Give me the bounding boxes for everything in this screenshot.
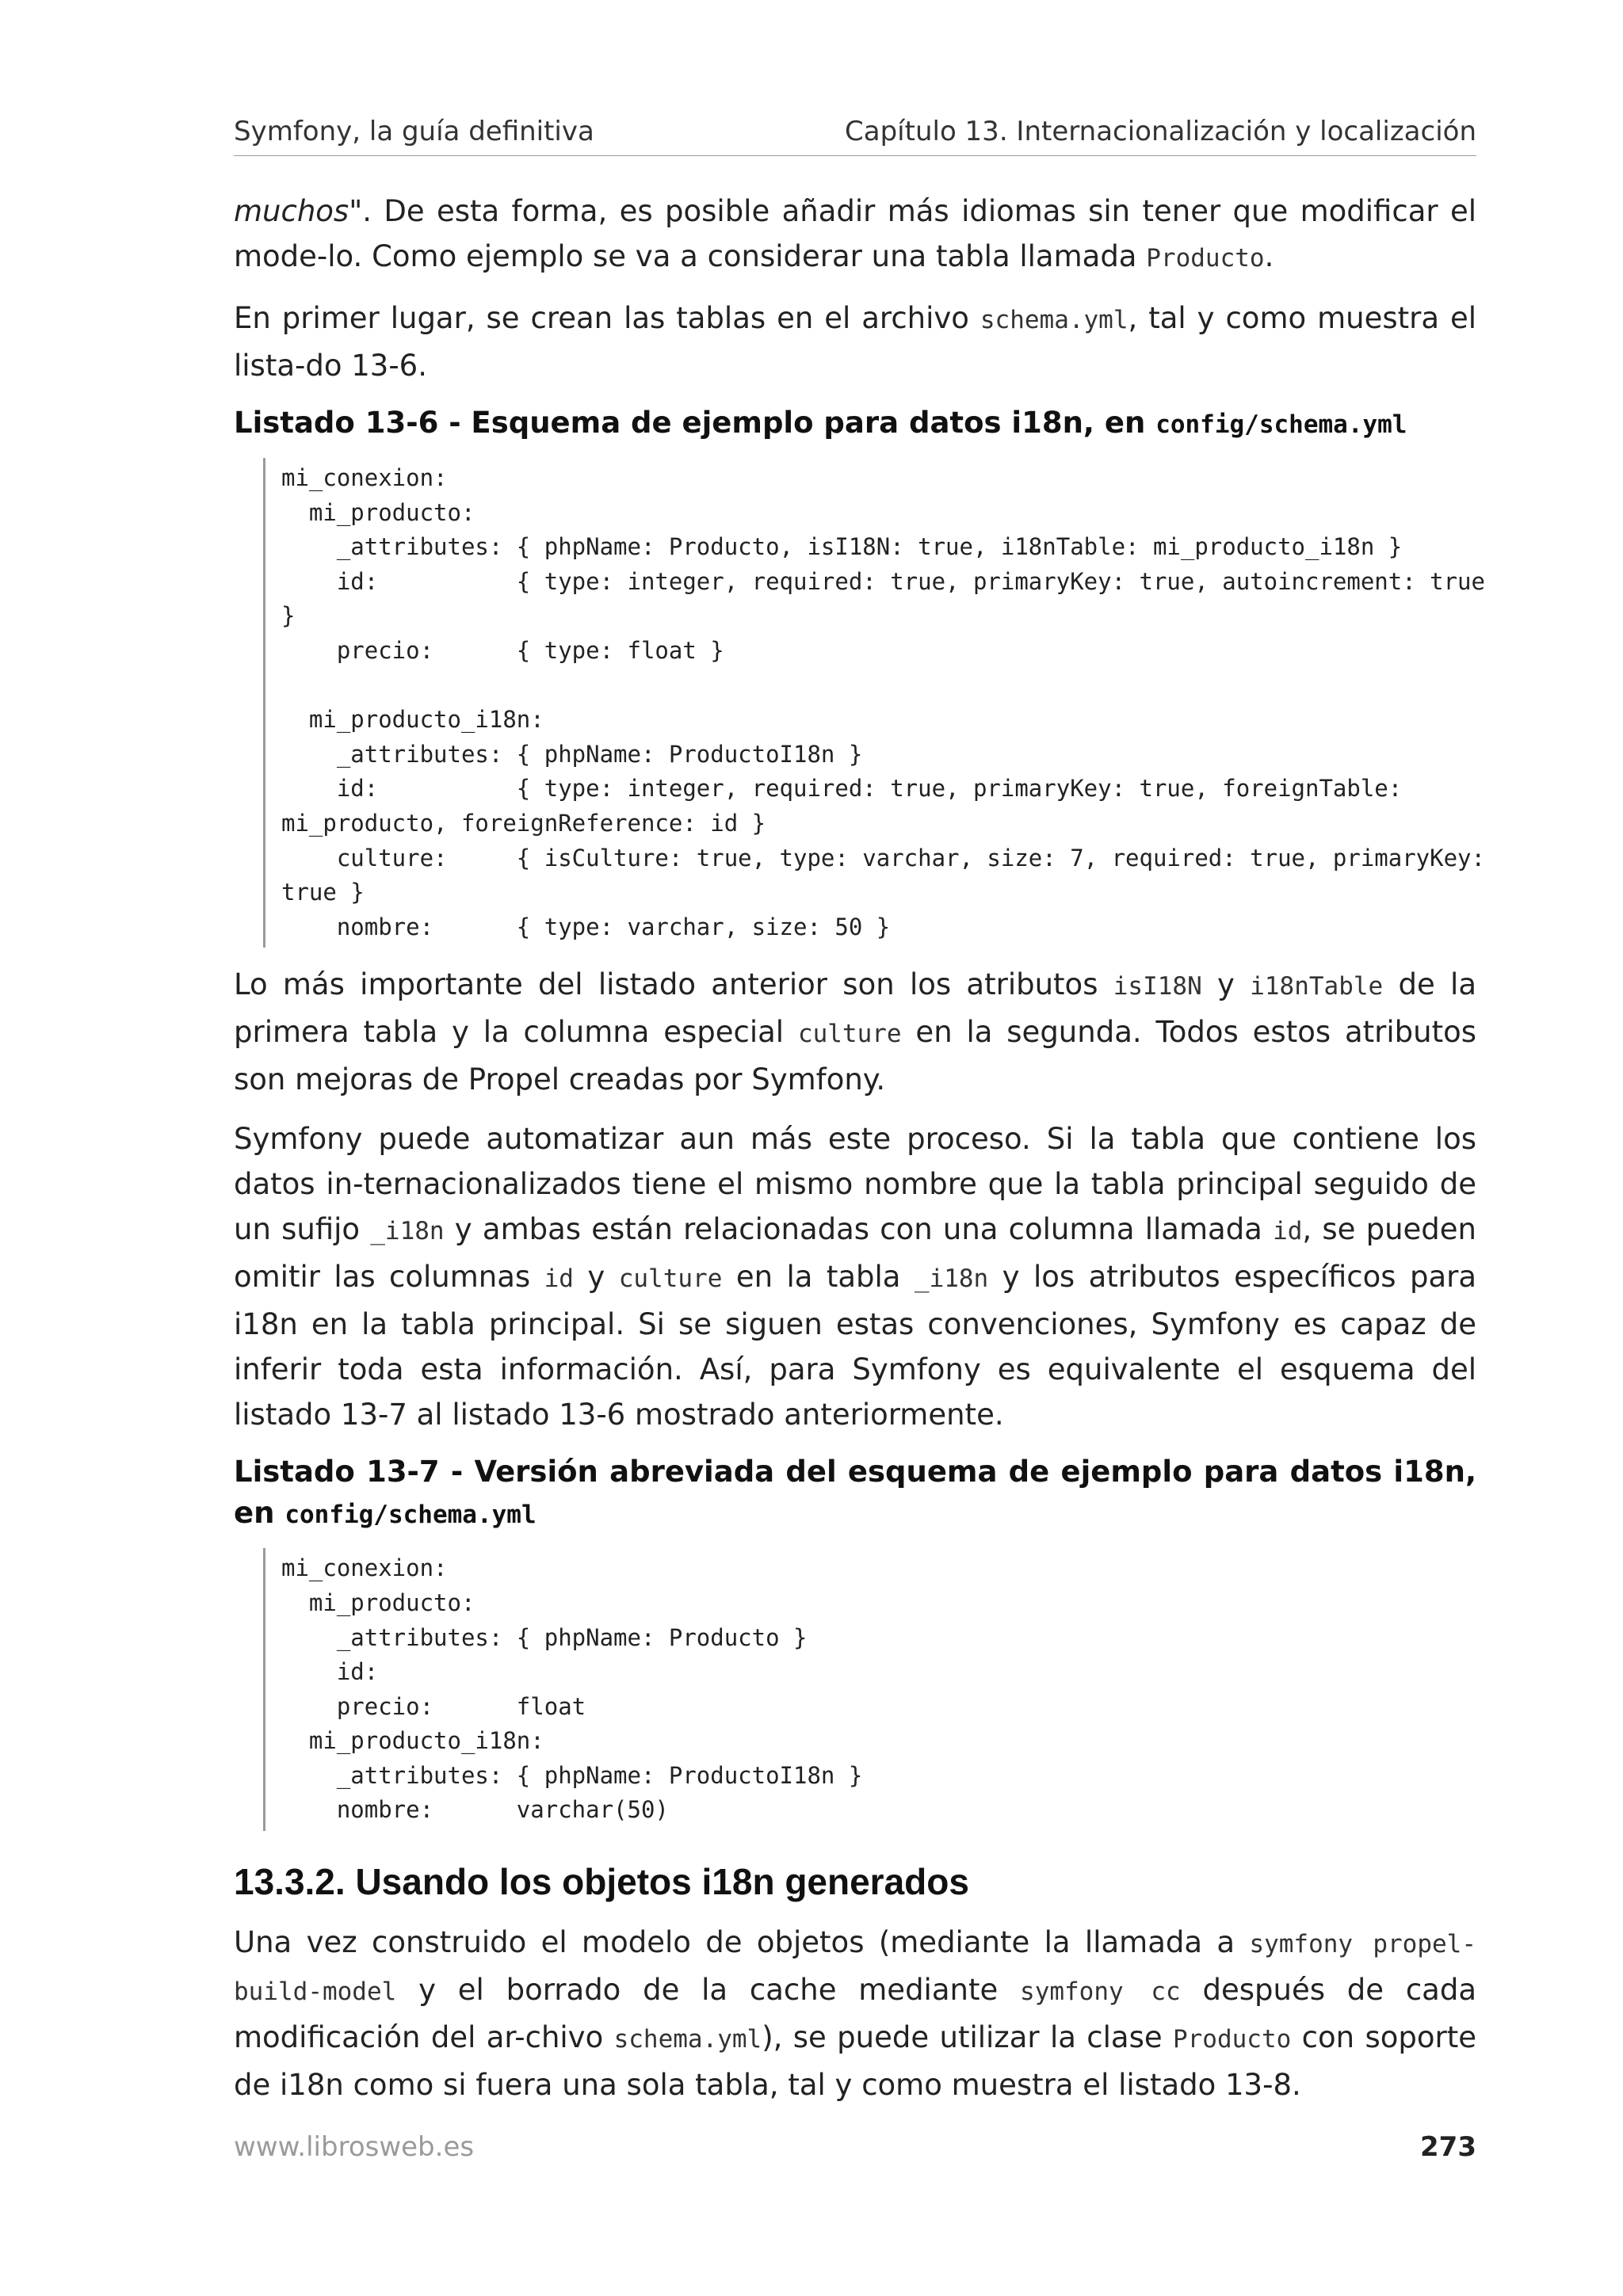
inline-code: i18nTable [1250, 972, 1384, 1001]
inline-code: Producto [1146, 244, 1265, 273]
text-run: y [573, 1260, 619, 1295]
inline-code: isI18N [1113, 972, 1202, 1001]
inline-code: id [1273, 1217, 1303, 1246]
paragraph-2 [234, 296, 1476, 388]
inline-code: symfony cc [1020, 1978, 1181, 2007]
paragraph-3 [234, 962, 1476, 1102]
emphasis-text: muchos" [234, 194, 363, 228]
text-run: de la primera tabla y la columna especial [234, 967, 1477, 1050]
text-run: Una vez construido el modelo de objetos (mediante la llamada a [234, 1925, 1250, 1960]
footer-website: www.librosweb.es [234, 2131, 475, 2163]
text-run: y los atributos específicos para i18n en la tabla principal. Si se siguen estas convenciones, Symfony es capaz de inferir toda esta información. Así, para Symfony es equivalente el esquema del listado 13-7 al listado 13-6 mostrado anteriormente. [234, 1260, 1477, 1432]
code-block-13-7: mi_conexion: mi_producto: _attributes: { phpName: Producto } id: precio: float mi_producto_i18n: _attributes: { phpName: ProductoI18n } nombre: varchar(50) [263, 1548, 1476, 1831]
text-run: y ambas están relacionadas con una columna llamada [444, 1212, 1274, 1247]
text-run: y el borrado de la cache mediante [396, 1973, 1021, 2008]
inline-code: _i18n [370, 1217, 445, 1246]
text-run: . [1264, 239, 1274, 273]
listing-title-text: Listado 13-7 - Versión abreviada del esquema de ejemplo para datos i18n, en [234, 1455, 1476, 1531]
listing-title-text: Listado 13-6 - Esquema de ejemplo para datos i18n, en [234, 406, 1156, 440]
text-run: En primer lugar, se crean las tablas en el archivo [234, 301, 980, 335]
listing-title-code: config/schema.yml [285, 1501, 537, 1530]
running-header [234, 116, 1476, 156]
text-run: ), se puede utilizar la clase [762, 2020, 1173, 2055]
text-run: , se pueden omitir las columnas [234, 1212, 1476, 1295]
page-footer [234, 2131, 1476, 2163]
inline-code: culture [618, 1264, 723, 1294]
text-run: , tal y como muestra el lista-do 13-6. [234, 301, 1476, 383]
paragraph-5 [234, 1920, 1476, 2107]
inline-code: Producto [1172, 2025, 1292, 2054]
listing-13-6-title [234, 402, 1476, 445]
inline-code: id [544, 1264, 574, 1294]
inline-code: culture [797, 1020, 902, 1049]
page-content [234, 189, 1485, 2122]
inline-code: schema.yml [980, 306, 1128, 334]
text-run: Symfony puede automatizar aun más este proceso. Si la tabla que contiene los datos in-ternacionalizados tiene el mismo nombre que la tabla principal seguido de un sufijo [234, 1122, 1476, 1247]
text-run: . De esta forma, es posible añadir más idiomas sin tener que modificar el mode-lo. Como ejemplo se va a considerar una tabla llamada [234, 194, 1476, 273]
inline-code: _i18n [914, 1264, 989, 1294]
text-run: en la segunda. Todos estos atributos son mejoras de Propel creadas por Symfony. [234, 1015, 1476, 1097]
text-run: con soporte de i18n como si fuera una sola tabla, tal y como muestra el listado 13-8. [234, 2020, 1476, 2103]
listing-13-7-title [234, 1451, 1476, 1535]
section-heading: 13.3.2. Usando los objetos i18n generados [234, 1861, 969, 1903]
text-run: Lo más importante del listado anterior son los atributos [234, 967, 1113, 1002]
listing-title-code: config/schema.yml [1155, 410, 1407, 439]
inline-code: symfony propel-build-model [234, 1930, 1476, 2007]
inline-code: schema.yml [613, 2025, 762, 2054]
text-run: y [1201, 967, 1251, 1002]
paragraph-4 [234, 1116, 1476, 1437]
text-run: en la tabla [722, 1260, 915, 1295]
page-number: 273 [1420, 2131, 1476, 2163]
chapter-title: Capítulo 13. Internacionalización y localización [845, 116, 1476, 147]
text-run: después de cada modificación del ar-chivo [234, 1973, 1477, 2055]
book-title: Symfony, la guía definitiva [234, 116, 594, 147]
paragraph-1 [234, 189, 1476, 281]
code-block-13-6: mi_conexion: mi_producto: _attributes: { phpName: Producto, isI18N: true, i18nTable: mi_producto_i18n } id: { type: integer, required: true, primaryKey: true, autoincrement: true } precio: { type: float } mi_producto_i18n: _attributes: { phpName: ProductoI18n } id: { type: integer, required: true, primaryKey: true, foreignTable: mi_producto, foreignReference: id } culture: { isCulture: true, type: varchar, size: 7, required: true, primaryKey: true } nombre: { type: varchar, size: 50 } [263, 458, 1476, 948]
